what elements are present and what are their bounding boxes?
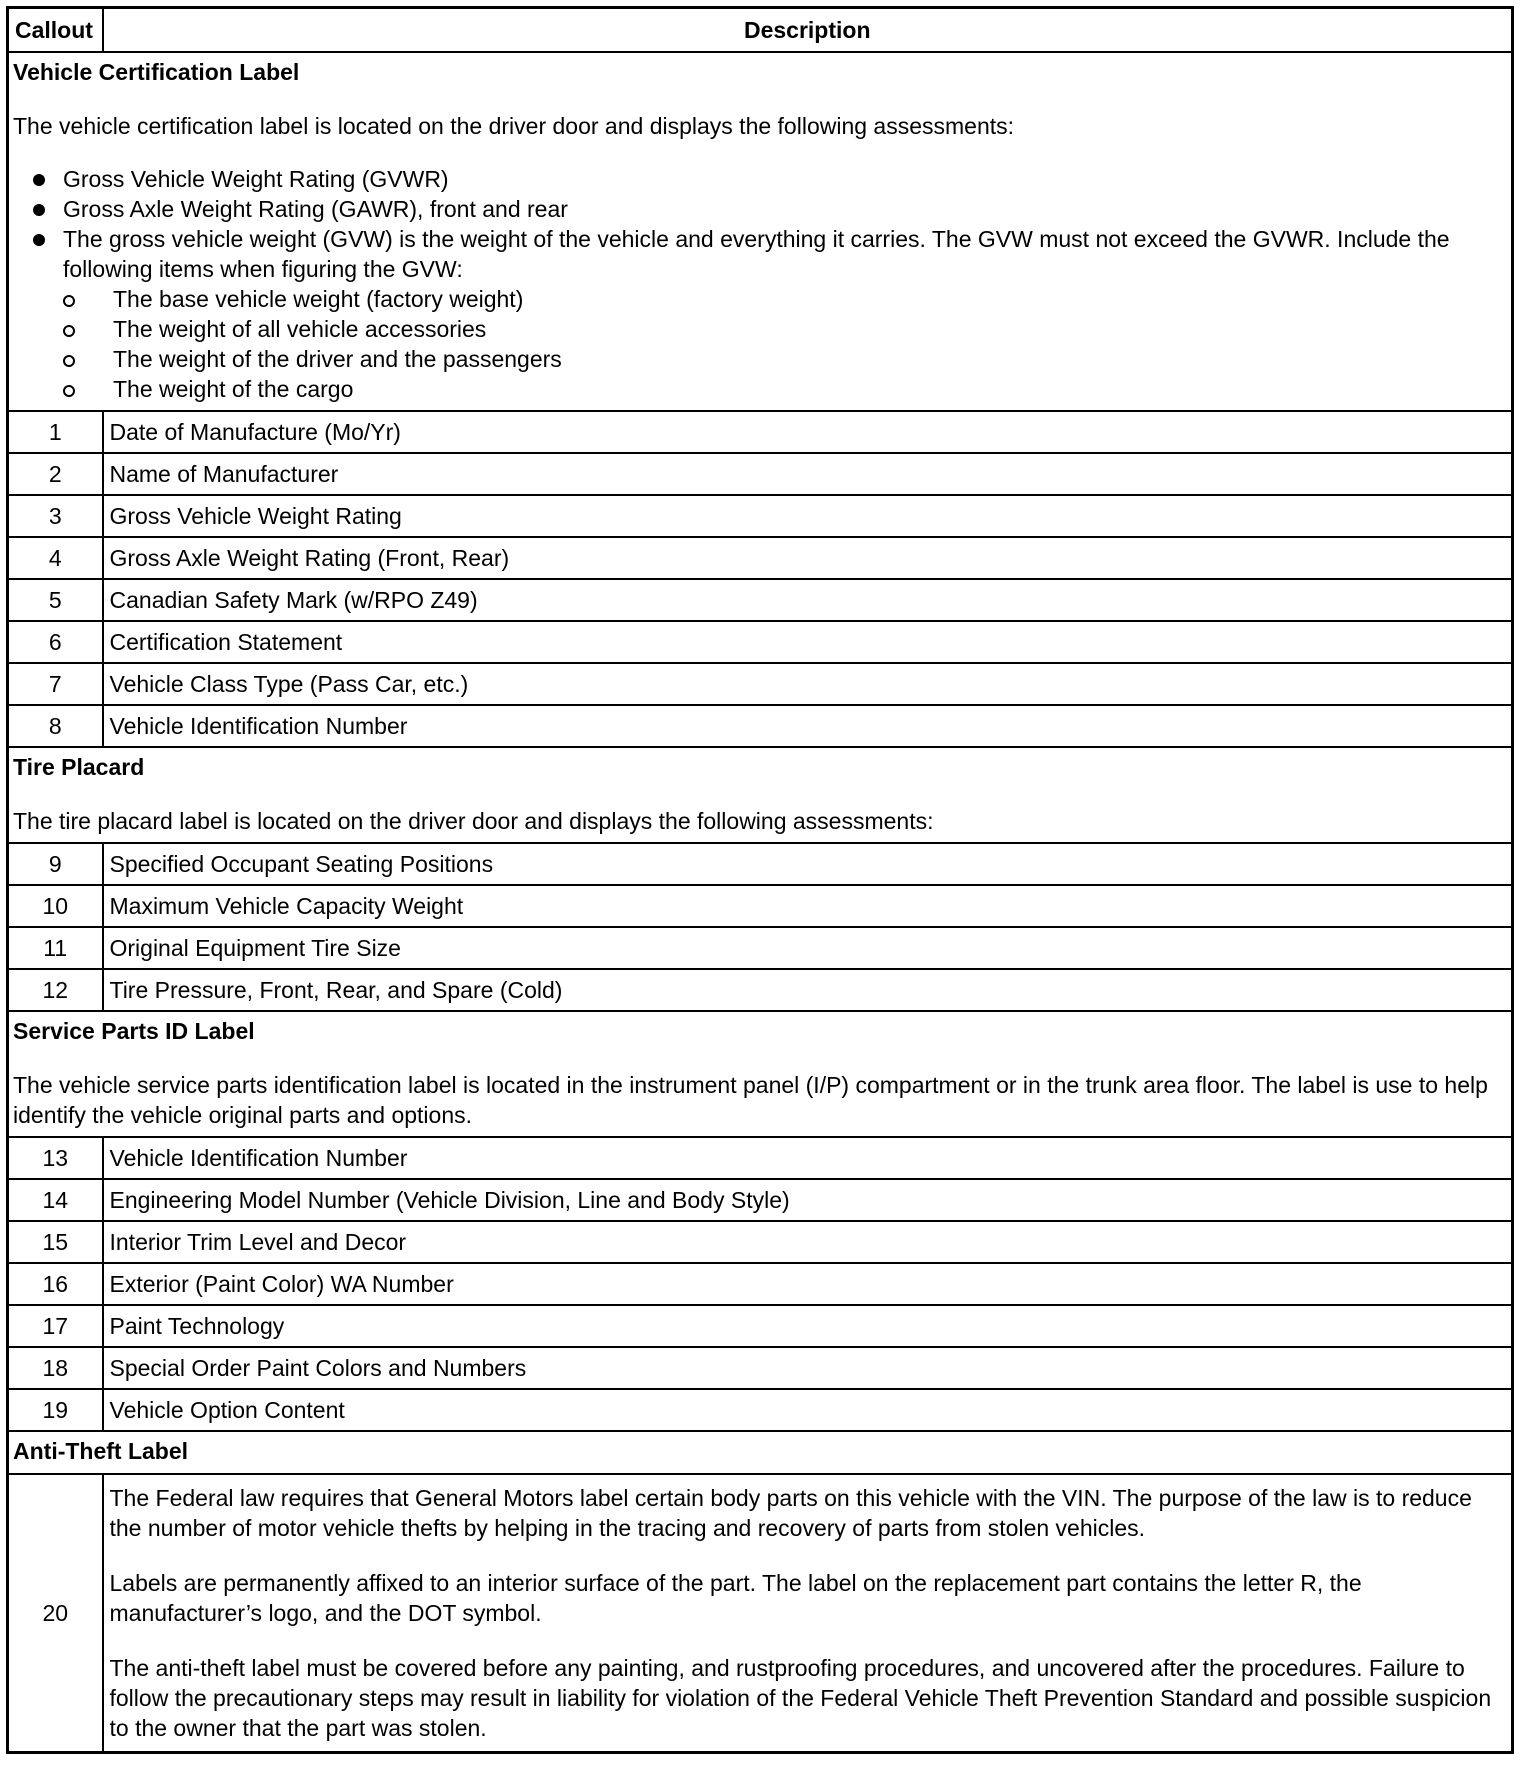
section-cell (8, 1431, 1513, 1474)
paragraph: The Federal law requires that General Motors label certain body parts on this vehicle with the VIN. The purpose of the law is to reduce the number of motor vehicle thefts by helping in the tracing and recovery of parts from stolen vehicles. (109, 1485, 1472, 1541)
callout-description: Vehicle Class Type (Pass Car, etc.) (103, 663, 1513, 705)
section-title: Service Parts ID Label (13, 1018, 255, 1044)
callout-description: Certification Statement (103, 621, 1513, 663)
callout-number: 4 (8, 537, 103, 579)
paragraph: The anti-theft label must be covered before any painting, and rustproofing procedures, and uncovered after the procedures. Failure to follow the precautionary steps may result in liability for violation of the Federal Vehicle Theft Prevention Standard and possible suspicion to the owner that the part was stolen. (109, 1655, 1492, 1741)
callout-number: 13 (8, 1137, 103, 1179)
callout-description: Engineering Model Number (Vehicle Division, Line and Body Style) (103, 1179, 1513, 1221)
table-row (8, 1221, 1513, 1263)
sub-bullet-item: The weight of the driver and the passengers (63, 344, 1507, 374)
callout-number: 3 (8, 495, 103, 537)
table-row (8, 1263, 1513, 1305)
callout-description: Specified Occupant Seating Positions (103, 843, 1513, 885)
bullet-list (13, 164, 1507, 404)
section-cell (8, 1011, 1513, 1137)
table-row (8, 1305, 1513, 1347)
table-row (8, 453, 1513, 495)
callout-number: 10 (8, 885, 103, 927)
callout-number: 18 (8, 1347, 103, 1389)
callout-number: 6 (8, 621, 103, 663)
section-cell (8, 52, 1513, 411)
table-row (8, 579, 1513, 621)
table-row (8, 663, 1513, 705)
table-row (8, 495, 1513, 537)
table-row (8, 1137, 1513, 1179)
callout-description: Gross Vehicle Weight Rating (103, 495, 1513, 537)
section-title: Anti-Theft Label (13, 1438, 189, 1464)
section-row-service-parts (8, 1011, 1513, 1137)
table-row (8, 1474, 1513, 1753)
section-intro: The tire placard label is located on the driver door and displays the following assessments: (13, 808, 934, 834)
table-row (8, 621, 1513, 663)
table-row (8, 1179, 1513, 1221)
callout-number: 15 (8, 1221, 103, 1263)
callout-description: Exterior (Paint Color) WA Number (103, 1263, 1513, 1305)
callout-description: Vehicle Identification Number (103, 1137, 1513, 1179)
callout-number: 1 (8, 411, 103, 453)
sub-bullet-item: The weight of the cargo (63, 374, 1507, 404)
sub-bullet-item: The base vehicle weight (factory weight) (63, 284, 1507, 314)
description-header: Description (103, 8, 1513, 53)
callout-table (6, 6, 1514, 1754)
document-page (6, 6, 1514, 1754)
callout-description: Date of Manufacture (Mo/Yr) (103, 411, 1513, 453)
callout-number: 9 (8, 843, 103, 885)
paragraph: Labels are permanently affixed to an interior surface of the part. The label on the replacement part contains the letter R, the manufacturer’s logo, and the DOT symbol. (109, 1570, 1362, 1626)
callout-number: 19 (8, 1389, 103, 1431)
bullet-text: The gross vehicle weight (GVW) is the weight of the vehicle and everything it carries. The GVW must not exceed the GVWR. Include the following items when figuring the GVW: (63, 226, 1450, 282)
bullet-item: Gross Axle Weight Rating (GAWR), front and rear (13, 194, 1507, 224)
callout-description: Tire Pressure, Front, Rear, and Spare (Cold) (103, 969, 1513, 1011)
callout-number: 17 (8, 1305, 103, 1347)
table-row (8, 1389, 1513, 1431)
callout-number: 5 (8, 579, 103, 621)
section-row-anti-theft (8, 1431, 1513, 1474)
callout-description (103, 1474, 1513, 1753)
table-row (8, 885, 1513, 927)
callout-number: 12 (8, 969, 103, 1011)
callout-number: 20 (8, 1474, 103, 1753)
table-row (8, 537, 1513, 579)
callout-number: 2 (8, 453, 103, 495)
callout-description: Canadian Safety Mark (w/RPO Z49) (103, 579, 1513, 621)
section-title: Vehicle Certification Label (13, 59, 300, 85)
table-header-row (8, 8, 1513, 53)
callout-description: Original Equipment Tire Size (103, 927, 1513, 969)
callout-number: 8 (8, 705, 103, 747)
callout-description: Name of Manufacturer (103, 453, 1513, 495)
callout-header: Callout (8, 8, 103, 53)
callout-description: Vehicle Option Content (103, 1389, 1513, 1431)
section-title: Tire Placard (13, 754, 145, 780)
bullet-item: Gross Vehicle Weight Rating (GVWR) (13, 164, 1507, 194)
section-cell (8, 747, 1513, 843)
table-row (8, 969, 1513, 1011)
table-row (8, 705, 1513, 747)
table-row (8, 411, 1513, 453)
callout-description: Special Order Paint Colors and Numbers (103, 1347, 1513, 1389)
bullet-item (13, 224, 1507, 404)
table-row (8, 927, 1513, 969)
callout-description: Gross Axle Weight Rating (Front, Rear) (103, 537, 1513, 579)
section-row-tire-placard (8, 747, 1513, 843)
callout-number: 7 (8, 663, 103, 705)
callout-number: 16 (8, 1263, 103, 1305)
callout-description: Paint Technology (103, 1305, 1513, 1347)
callout-number: 11 (8, 927, 103, 969)
callout-description: Interior Trim Level and Decor (103, 1221, 1513, 1263)
callout-description: Maximum Vehicle Capacity Weight (103, 885, 1513, 927)
table-row (8, 1347, 1513, 1389)
callout-number: 14 (8, 1179, 103, 1221)
section-row-vehicle-certification (8, 52, 1513, 411)
table-row (8, 843, 1513, 885)
sub-bullet-list (63, 284, 1507, 404)
sub-bullet-item: The weight of all vehicle accessories (63, 314, 1507, 344)
section-intro: The vehicle certification label is located on the driver door and displays the following assessments: (13, 113, 1015, 139)
callout-description: Vehicle Identification Number (103, 705, 1513, 747)
section-intro: The vehicle service parts identification label is located in the instrument panel (I/P) compartment or in the trunk area floor. The label is use to help identify the vehicle original parts and options. (13, 1072, 1488, 1128)
